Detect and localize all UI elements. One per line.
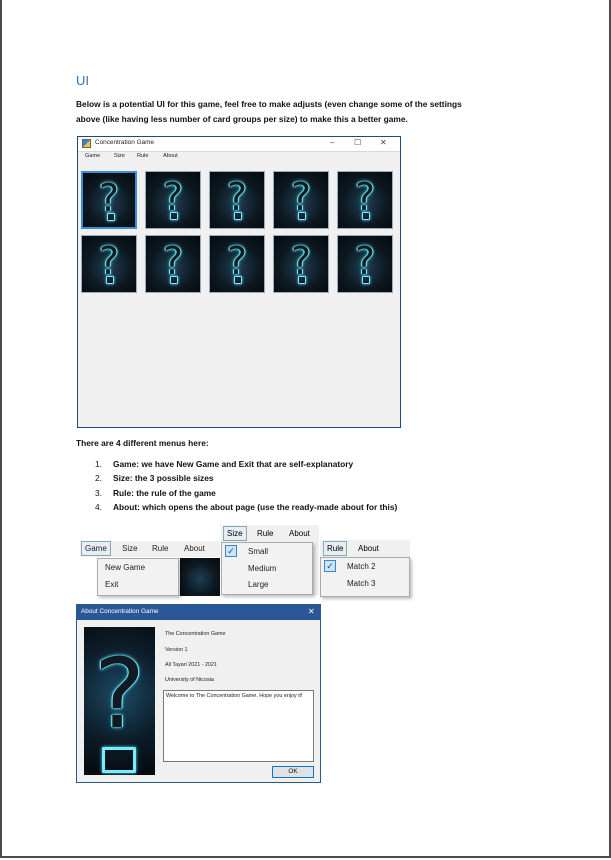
- menus-intro: There are 4 different menus here:: [76, 438, 209, 448]
- question-mark-icon: ?: [94, 638, 145, 750]
- list-description: the 3 possible sizes: [132, 473, 214, 484]
- list-term: Size:: [113, 473, 133, 484]
- menu-rule-open[interactable]: Rule: [323, 541, 347, 556]
- about-description[interactable]: Welcome to The Concentration Game. Hope you enjoy it!: [163, 690, 314, 762]
- menu-item-new-game[interactable]: New Game: [105, 563, 146, 572]
- question-mark-icon: ?: [162, 175, 184, 219]
- card[interactable]: [209, 235, 265, 293]
- menu-item-match-2[interactable]: Match 2: [347, 562, 376, 571]
- card[interactable]: [337, 235, 393, 293]
- question-mark-dot: [298, 276, 306, 284]
- question-mark-dot: [362, 212, 370, 220]
- menu-game[interactable]: Game: [85, 153, 101, 159]
- list-description: which opens the about page (use the ready-made about for this): [139, 501, 398, 512]
- game-titlebar: [78, 137, 400, 152]
- rule-menu-shot: [320, 540, 410, 596]
- question-mark-icon: ?: [354, 239, 376, 283]
- minimize-icon[interactable]: –: [330, 138, 335, 147]
- question-mark-icon: ?: [98, 176, 120, 220]
- question-mark-icon: ?: [290, 175, 312, 219]
- menu-rule[interactable]: Rule: [137, 153, 149, 159]
- question-mark-dot: [170, 212, 178, 220]
- card[interactable]: [81, 235, 137, 293]
- about-version: Version 1: [165, 647, 188, 653]
- menu-about[interactable]: About: [184, 544, 205, 553]
- question-mark-dot: [170, 276, 178, 284]
- game-menu-shot: [80, 540, 220, 596]
- menu-size[interactable]: Size: [114, 153, 125, 159]
- game-window-title: Concentration Game: [95, 139, 154, 146]
- check-icon: ✓: [324, 560, 336, 572]
- list-description: the rule of the game: [133, 487, 216, 498]
- question-mark-dot: [234, 276, 242, 284]
- question-mark-icon: ?: [354, 175, 376, 219]
- ok-button[interactable]: OK: [272, 766, 314, 778]
- menu-item-medium[interactable]: Medium: [248, 564, 277, 573]
- menu-size-open[interactable]: Size: [223, 526, 247, 541]
- about-logo: [84, 627, 155, 775]
- list-term: About:: [113, 501, 140, 512]
- question-mark-icon: ?: [162, 239, 184, 283]
- close-icon[interactable]: ✕: [380, 138, 387, 147]
- question-mark-dot: [234, 212, 242, 220]
- card[interactable]: [273, 235, 329, 293]
- menu-about[interactable]: About: [289, 529, 310, 538]
- list-number: 4.: [95, 501, 102, 512]
- menu-rule[interactable]: Rule: [152, 544, 169, 553]
- section-heading: UI: [76, 73, 89, 88]
- list-item: [95, 471, 214, 485]
- question-mark-dot: [107, 213, 115, 221]
- game-menu-dropdown: [97, 558, 179, 596]
- about-company: University of Nicosia: [165, 677, 214, 683]
- rule-menu-dropdown: [320, 557, 410, 597]
- question-mark-icon: ?: [98, 239, 120, 283]
- card[interactable]: [209, 171, 265, 229]
- card[interactable]: [145, 235, 201, 293]
- menu-size[interactable]: Size: [122, 544, 138, 553]
- game-window: [77, 136, 401, 428]
- menu-rule[interactable]: Rule: [257, 529, 274, 538]
- intro-line-2: above (like having less number of card groups per size) to make this a better game.: [76, 114, 408, 124]
- check-icon: ✓: [225, 545, 237, 557]
- question-mark-dot: [362, 276, 370, 284]
- app-icon: [82, 139, 91, 148]
- list-item: [95, 500, 397, 514]
- about-dialog: [76, 604, 321, 783]
- menu-item-large[interactable]: Large: [248, 580, 269, 589]
- card[interactable]: [81, 171, 137, 229]
- card[interactable]: [273, 171, 329, 229]
- card-back-peek: [180, 558, 220, 596]
- list-number: 2.: [95, 473, 102, 484]
- menu-game-open[interactable]: Game: [81, 541, 111, 556]
- card[interactable]: [337, 171, 393, 229]
- list-item: [95, 457, 353, 471]
- question-mark-icon: ?: [290, 239, 312, 283]
- maximize-icon[interactable]: ☐: [354, 138, 362, 147]
- card[interactable]: [145, 171, 201, 229]
- menu-item-match-3[interactable]: Match 3: [347, 579, 376, 588]
- size-menu-shot: [221, 525, 319, 595]
- question-mark-icon: ?: [226, 239, 248, 283]
- question-mark-icon: ?: [226, 175, 248, 219]
- menu-item-small[interactable]: Small: [248, 547, 269, 556]
- question-mark-dot: [106, 276, 114, 284]
- size-menu-dropdown: [221, 542, 313, 595]
- game-menu-bar: [80, 541, 220, 557]
- list-term: Game:: [113, 459, 140, 469]
- list-description: we have New Game and Exit that are self-explanatory: [139, 459, 354, 469]
- game-menubar: [78, 152, 400, 162]
- list-term: Rule:: [113, 487, 134, 498]
- intro-line-1: Below is a potential UI for this game, feel free to make adjusts (even change some of the settings: [76, 99, 462, 109]
- about-titlebar: [77, 605, 320, 620]
- list-number: 1.: [95, 459, 102, 469]
- question-mark-dot: [102, 747, 136, 773]
- list-number: 3.: [95, 487, 102, 498]
- list-item: [95, 486, 216, 500]
- menu-item-exit[interactable]: Exit: [105, 580, 119, 589]
- menu-about[interactable]: About: [163, 153, 178, 159]
- menu-about[interactable]: About: [358, 544, 379, 553]
- close-icon[interactable]: ✕: [308, 607, 315, 616]
- question-mark-dot: [298, 212, 306, 220]
- about-product: The Concentration Game: [165, 631, 226, 637]
- about-copyright: Ali Tayari 2021 - 2021: [165, 662, 218, 668]
- about-title: About Concentration Game: [81, 608, 159, 615]
